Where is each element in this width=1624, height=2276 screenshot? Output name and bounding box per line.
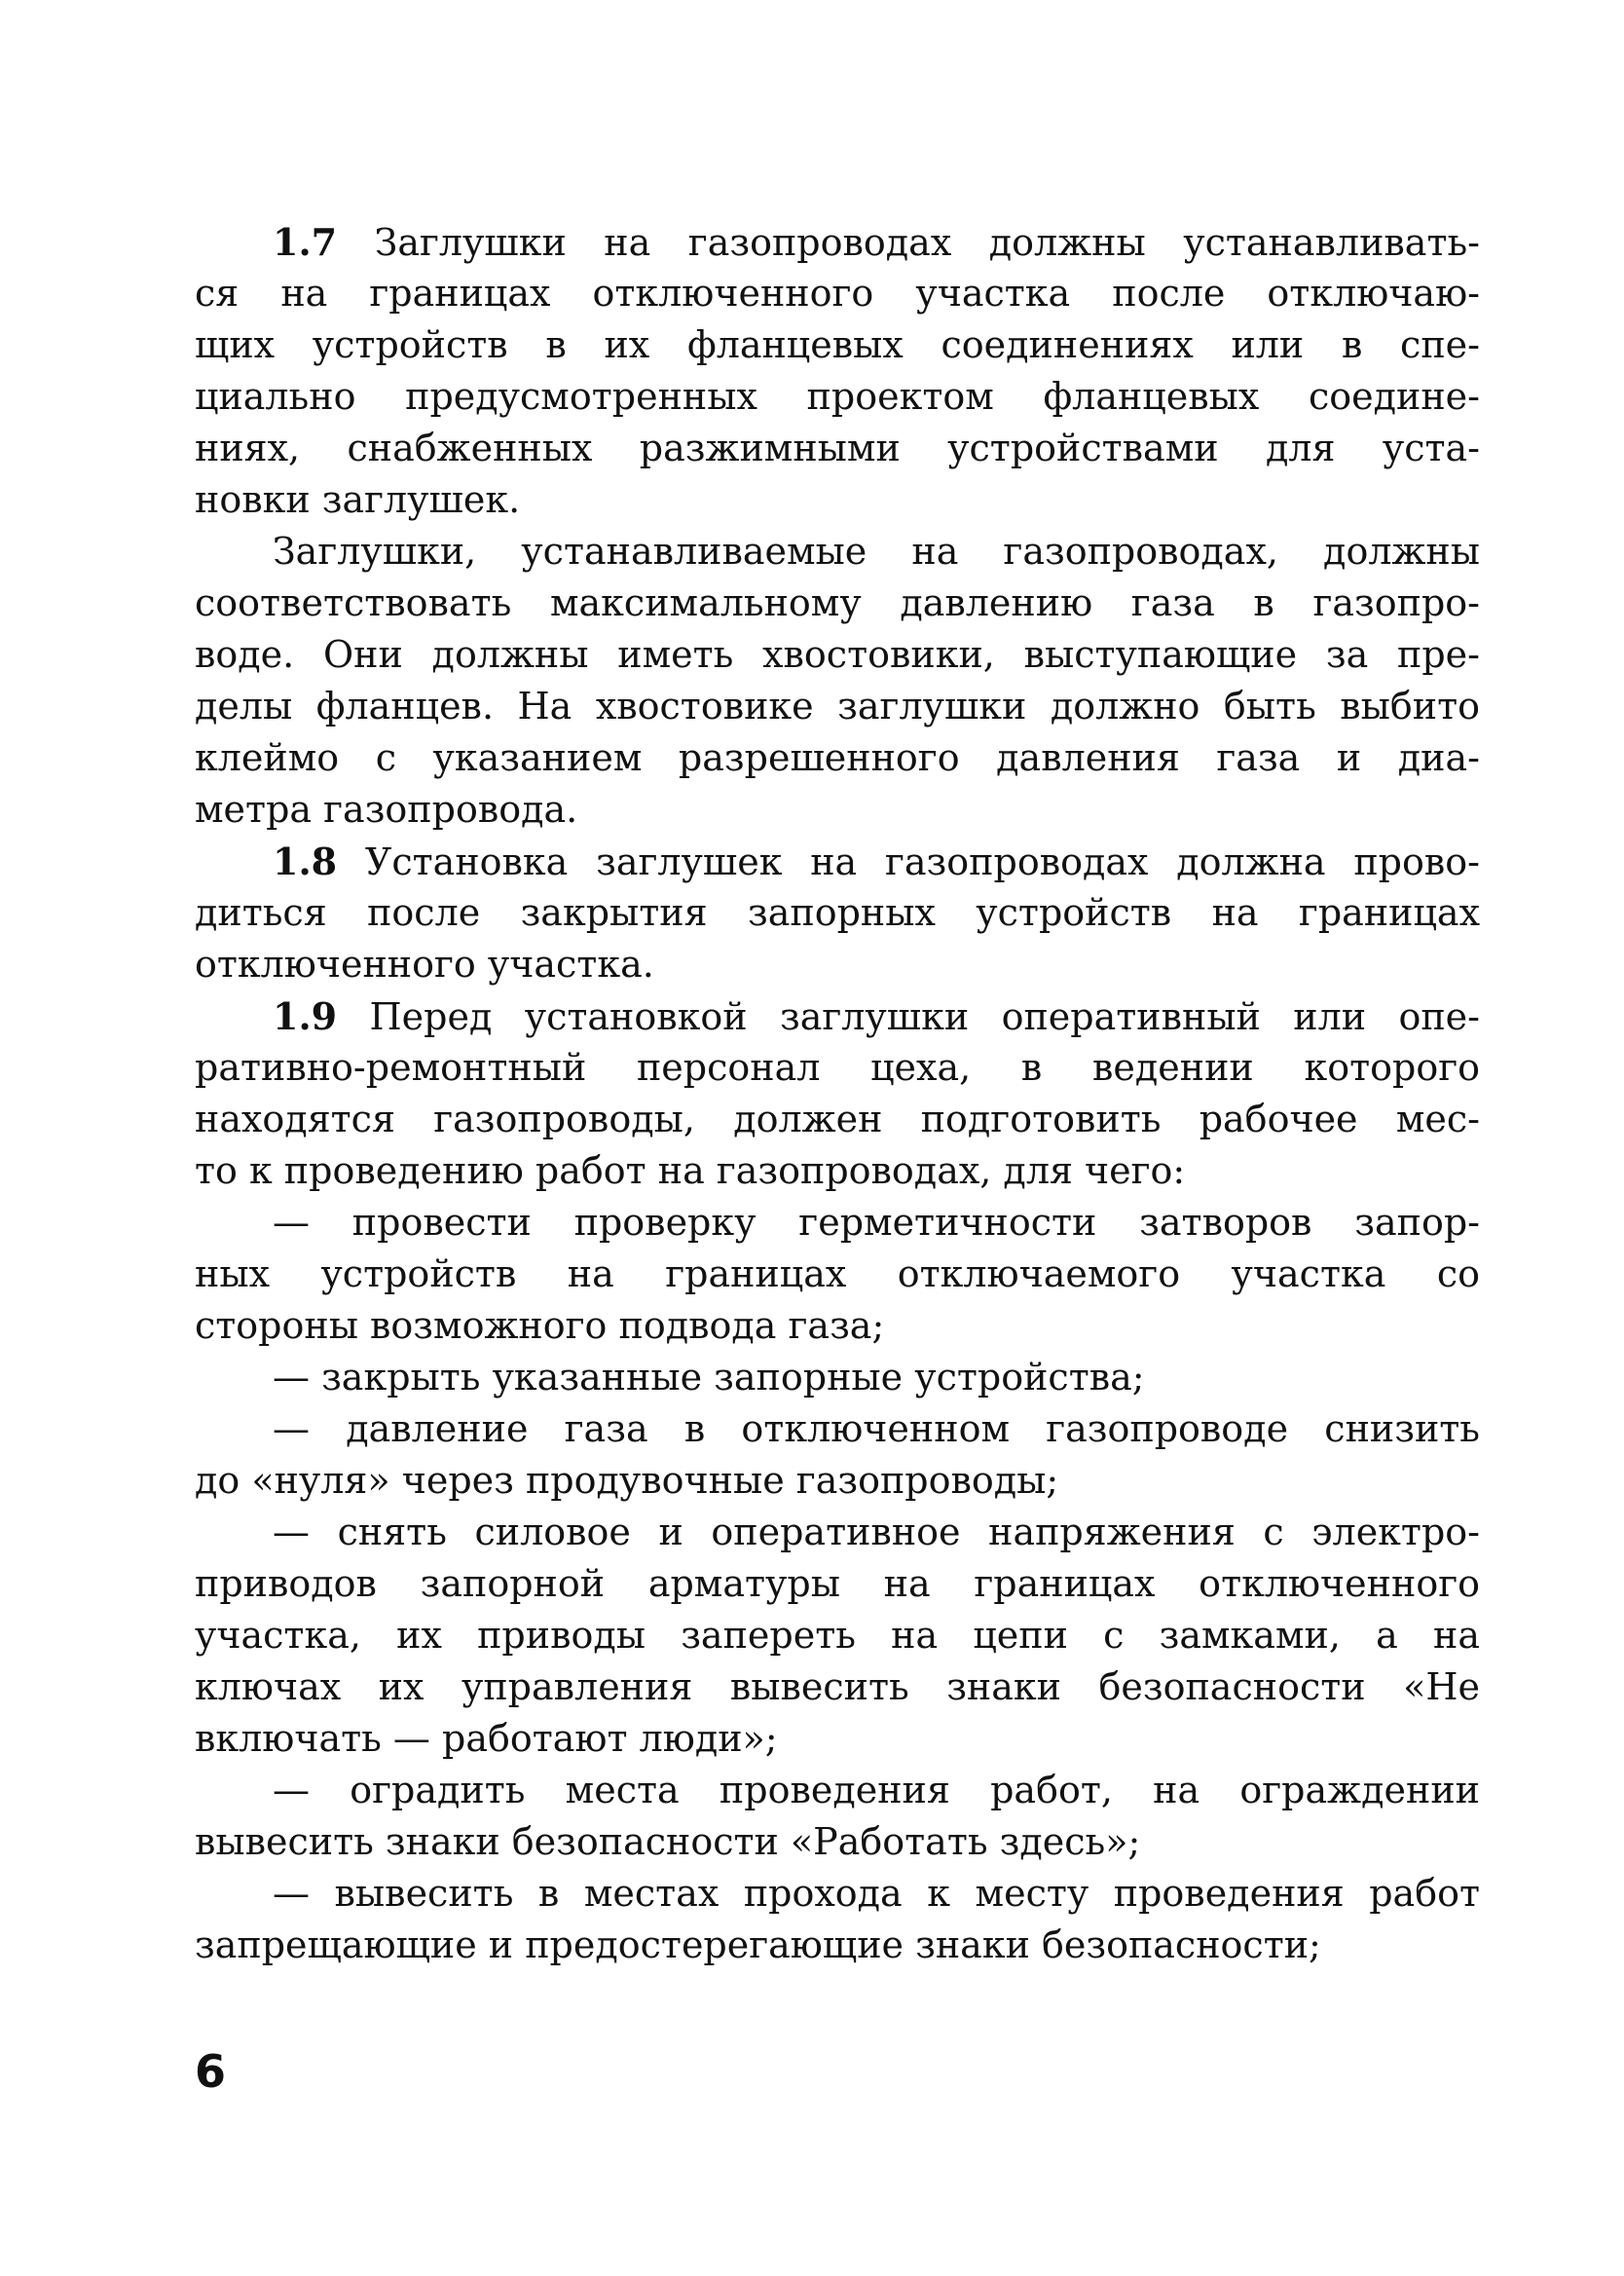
text-line [195, 216, 1480, 268]
text-line [195, 939, 1480, 990]
line-text: Заглушки на газопроводах должны устанавливать- [337, 221, 1480, 264]
text-line [195, 836, 1480, 887]
text-line [195, 1558, 1480, 1610]
line-text: Установка заглушек на газопроводах должна прово- [337, 840, 1480, 883]
text-line [195, 1145, 1480, 1197]
text-line [195, 1610, 1480, 1661]
clause-number: 1.7 [273, 220, 338, 264]
text-line [195, 526, 1480, 578]
line-text: соответствовать максимальному давлению газа в газопро- [195, 581, 1480, 624]
text-line [195, 784, 1480, 836]
text-line [195, 1661, 1480, 1713]
text-line [195, 732, 1480, 784]
text-line [195, 371, 1480, 423]
text-line [195, 990, 1480, 1042]
text-line [195, 1507, 1480, 1558]
line-text: — давление газа в отключенном газопроводе снизить [273, 1407, 1480, 1450]
text-line [195, 1352, 1480, 1403]
line-text: Заглушки, устанавливаемые на газопроводах, должны [273, 530, 1480, 573]
body-text [195, 216, 1480, 1971]
text-line [195, 1816, 1480, 1868]
line-text: щих устройств в их фланцевых соединениях или в спе- [195, 323, 1480, 366]
line-text: Перед установкой заглушки оперативный или опе- [337, 995, 1480, 1038]
text-line [195, 268, 1480, 319]
text-line [195, 887, 1480, 939]
text-line [195, 1300, 1480, 1352]
paragraph [195, 1868, 1480, 1971]
text-line [195, 1713, 1480, 1765]
paragraph [195, 990, 1480, 1197]
line-text: циально предусмотренных проектом фланцевых соедине- [195, 375, 1480, 418]
line-text: запрещающие и предостерегающие знаки безопасности; [195, 1923, 1321, 1966]
text-line [195, 1868, 1480, 1920]
text-line [195, 423, 1480, 474]
line-text: делы фланцев. На хвостовике заглушки должно быть выбито [195, 685, 1480, 728]
line-text: ниях, снабженных разжимными устройствами для уста- [195, 427, 1480, 469]
line-text: воде. Они должны иметь хвостовики, выступающие за пре- [195, 633, 1480, 676]
clause-number: 1.8 [273, 840, 338, 883]
line-text: — оградить места проведения работ, на ограждении [273, 1769, 1480, 1811]
line-text: клеймо с указанием разрешенного давления газа и диа- [195, 736, 1480, 779]
line-text: ся на границах отключенного участка после отключаю- [195, 272, 1480, 315]
line-text: — снять силовое и оперативное напряжения с электро- [273, 1511, 1480, 1553]
text-line [195, 1765, 1480, 1816]
line-text: вывесить знаки безопасности «Работать здесь»; [195, 1820, 1141, 1863]
text-line [195, 1094, 1480, 1145]
paragraph [195, 1197, 1480, 1352]
line-text: ключах их управления вывесить знаки безопасности «Не [195, 1665, 1480, 1708]
line-text: то к проведению работ на газопроводах, для чего: [195, 1149, 1186, 1192]
paragraph [195, 526, 1480, 836]
line-text: стороны возможного подвода газа; [195, 1304, 885, 1347]
text-line [195, 681, 1480, 732]
text-line [195, 578, 1480, 629]
text-line [195, 1249, 1480, 1300]
line-text: — вывесить в местах прохода к месту проведения работ [273, 1872, 1480, 1915]
line-text: метра газопровода. [195, 788, 578, 831]
page-number: 6 [195, 2045, 227, 2098]
line-text: включать — работают люди»; [195, 1717, 778, 1760]
line-text: ных устройств на границах отключаемого участка со [195, 1252, 1480, 1295]
line-text: до «нуля» через продувочные газопроводы; [195, 1459, 1059, 1502]
line-text: отключенного участка. [195, 943, 654, 986]
paragraph [195, 1403, 1480, 1507]
paragraph [195, 216, 1480, 526]
clause-number: 1.9 [273, 994, 338, 1038]
line-text: ративно-ремонтный персонал цеха, в ведении которого [195, 1046, 1480, 1089]
paragraph [195, 1352, 1480, 1403]
text-line [195, 1455, 1480, 1507]
paragraph [195, 1765, 1480, 1868]
text-line [195, 319, 1480, 371]
text-line [195, 629, 1480, 681]
line-text: — закрыть указанные запорные устройства; [273, 1356, 1145, 1399]
text-line [195, 1920, 1480, 1971]
line-text: — провести проверку герметичности затворов запор- [273, 1201, 1480, 1244]
text-line [195, 1042, 1480, 1094]
text-line [195, 1197, 1480, 1249]
text-line [195, 474, 1480, 526]
line-text: новки заглушек. [195, 478, 521, 521]
line-text: диться после закрытия запорных устройств на границах [195, 891, 1480, 934]
line-text: приводов запорной арматуры на границах отключенного [195, 1562, 1480, 1605]
line-text: находятся газопроводы, должен подготовить рабочее мес- [195, 1098, 1480, 1140]
paragraph [195, 1507, 1480, 1765]
line-text: участка, их приводы запереть на цепи с замками, а на [195, 1614, 1480, 1657]
paragraph [195, 836, 1480, 990]
text-line [195, 1403, 1480, 1455]
